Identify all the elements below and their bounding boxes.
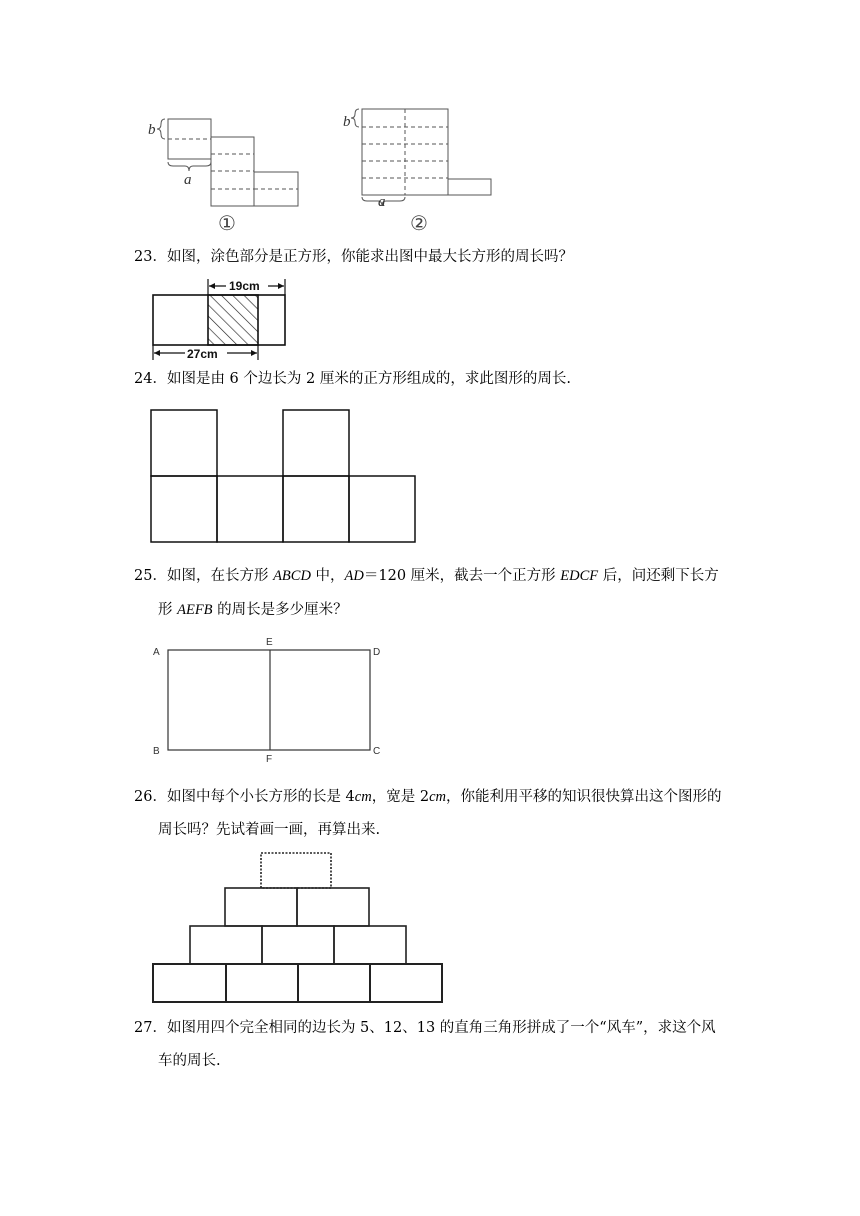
- square-bottom-3: [283, 476, 349, 542]
- label-E: E: [266, 637, 273, 648]
- label-27cm: 27cm: [187, 347, 218, 361]
- circled-1: ①: [218, 213, 236, 235]
- q25-figure: [145, 635, 395, 765]
- rect-abcd: ABCD: [273, 568, 311, 584]
- brick-row2-2: [297, 888, 369, 926]
- q26-number: 26．: [134, 789, 167, 805]
- q24-text: 如图是由 6 个边长为 2 厘米的正方形组成的，求此图形的周长.: [166, 371, 571, 387]
- circled-2: ②: [410, 213, 428, 235]
- shaded-square: [208, 295, 258, 345]
- segment-ad: AD: [344, 568, 364, 584]
- square-top-middle: [283, 410, 349, 476]
- rect-aefb: AEFB: [177, 602, 213, 618]
- q26-figure: [145, 845, 450, 1010]
- brick-row3-1: [190, 926, 262, 964]
- brick-row3-2: [262, 926, 334, 964]
- label-D: D: [373, 647, 381, 658]
- label-19cm: 19cm: [229, 279, 260, 293]
- q25-number: 25．: [134, 568, 167, 584]
- q27-number: 27．: [134, 1020, 167, 1036]
- brick-row4-3: [298, 964, 370, 1002]
- brick-row2-1: [225, 888, 297, 926]
- square-bottom-1: [151, 476, 217, 542]
- label-A: A: [153, 647, 160, 658]
- q22-figures: [140, 100, 520, 240]
- rectangle-abcd: [168, 650, 370, 750]
- q23-number: 23．: [134, 249, 167, 265]
- net1-a-label: a: [184, 172, 192, 188]
- label-B: B: [153, 746, 160, 757]
- net2-tab: [448, 179, 491, 195]
- brick-top: [261, 853, 331, 888]
- q27-line1: 27．如图用四个完全相同的边长为 5、12、13 的直角三角形拼成了一个“风车”，求这个风: [134, 1020, 716, 1036]
- label-C: C: [373, 746, 381, 757]
- q23-text: 如图，涂色部分是正方形，你能求出图中最大长方形的周长吗？: [166, 249, 573, 265]
- q24-figure: [145, 403, 425, 548]
- brick-row4-1: [153, 964, 226, 1002]
- q25-line1: 25．如图，在长方形 ABCD 中，AD＝120 厘米，截去一个正方形 EDCF 后，问还剩下长方: [134, 568, 719, 584]
- brick-row4-4: [370, 964, 442, 1002]
- net1-b-label: b: [148, 122, 156, 138]
- brick-row4-2: [226, 964, 298, 1002]
- square-top-left: [151, 410, 217, 476]
- q25-line2: 形 AEFB 的周长是多少厘米？: [158, 602, 348, 618]
- square-bottom-4: [349, 476, 415, 542]
- q24-line: [134, 369, 571, 389]
- q23-line: [134, 247, 573, 267]
- q24-number: 24．: [134, 371, 167, 387]
- square-bottom-2: [217, 476, 283, 542]
- net2-b-label: b: [343, 114, 351, 130]
- brick-row3-3: [334, 926, 406, 964]
- label-F: F: [266, 754, 273, 765]
- q26-line1: 26．如图中每个小长方形的长是 4cm，宽是 2cm，你能利用平移的知识很快算出这个图形的: [134, 789, 722, 805]
- q23-figure: [145, 276, 305, 362]
- square-edcf: EDCF: [560, 568, 599, 584]
- q26-line2: 周长吗？先试着画一画，再算出来.: [158, 822, 381, 838]
- q27-line2: 车的周长.: [158, 1053, 221, 1069]
- net2-a-label: a: [378, 194, 386, 210]
